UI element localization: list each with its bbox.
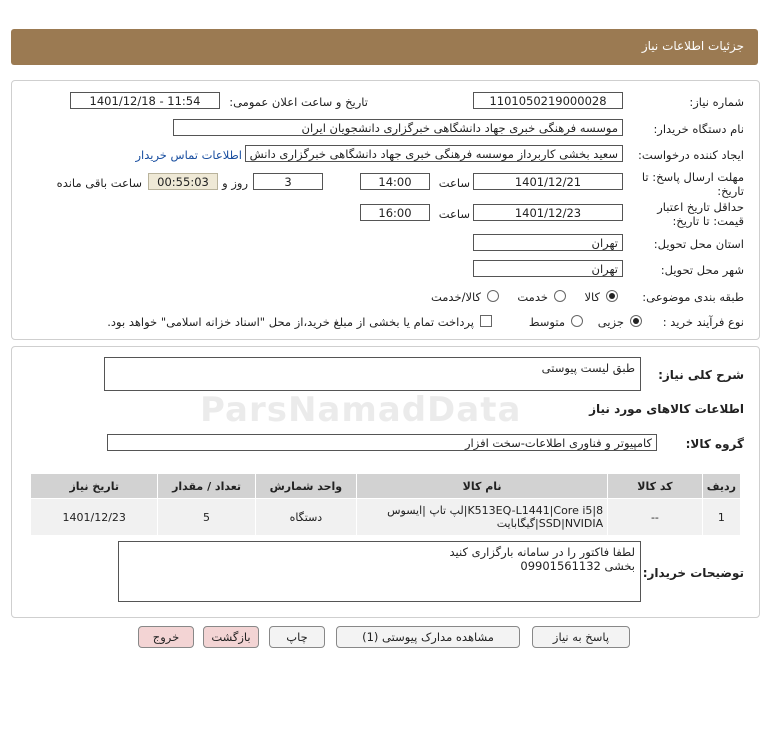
buyer-notes-field <box>118 541 641 602</box>
days-label: روز و <box>222 176 248 190</box>
col-goods-code: کد کالا <box>608 474 703 499</box>
col-unit: واحد شمارش <box>255 474 356 499</box>
category-goods-label: کالا <box>584 290 600 304</box>
page-title: جزئیات اطلاعات نیاز <box>641 39 744 53</box>
buyer-notes-line2: بخشی 09901561132 <box>520 559 635 573</box>
validity-time-field: 16:00 <box>360 204 430 221</box>
category-both-label: کالا/خدمت <box>430 290 481 304</box>
announce-field: 1401/12/18 - 11:54 <box>70 92 220 109</box>
deadline-time-field: 14:00 <box>360 173 430 190</box>
goods-group-field: کامپیوتر و فناوری اطلاعات-سخت افزار <box>107 434 657 451</box>
cell-unit: دستگاه <box>255 499 356 536</box>
city-label: شهر محل تحویل: <box>660 263 744 277</box>
remaining-time-field: 00:55:03 <box>148 173 218 190</box>
creator-field: سعید بخشی کاربرداز موسسه فرهنگی خبری جهاد دانشگاهی خبرگزاری دانش <box>245 145 623 162</box>
category-label: طبقه بندی موضوعی: <box>642 290 744 304</box>
process-medium-label: متوسط <box>528 315 565 329</box>
process-label: نوع فرآیند خرید : <box>662 315 744 329</box>
deadline-label-date: تاریخ: <box>717 184 744 198</box>
goods-group-label: گروه کالا: <box>685 437 744 451</box>
buyer-label: نام دستگاه خریدار: <box>653 122 744 136</box>
treasury-payment-checkbox[interactable] <box>480 315 492 327</box>
announce-label: تاریخ و ساعت اعلان عمومی: <box>229 95 368 109</box>
goods-name-line2: گیگابایت|SSD|NVIDIA <box>496 517 604 530</box>
province-field: تهران <box>473 234 623 251</box>
validity-date-field: 1401/12/23 <box>473 204 623 221</box>
deadline-time-label: ساعت <box>438 176 470 190</box>
category-service-radio[interactable] <box>554 290 566 302</box>
category-both-radio[interactable] <box>487 290 499 302</box>
col-goods-name: نام کالا <box>357 474 608 499</box>
print-button[interactable]: چاپ <box>269 626 325 648</box>
category-service-label: خدمت <box>517 290 548 304</box>
buyer-notes-label: توضیحات خریدار: <box>642 566 744 580</box>
exit-button[interactable]: خروج <box>138 626 194 648</box>
deadline-label: مهلت ارسال پاسخ: تا <box>641 170 744 184</box>
process-minor-label: جزیی <box>597 315 624 329</box>
days-field: 3 <box>253 173 323 190</box>
table-row[interactable] <box>31 499 741 536</box>
table-header-row <box>31 474 741 499</box>
cell-goods-name <box>357 499 608 536</box>
process-medium-radio[interactable] <box>571 315 583 327</box>
goods-name-line1: لپ تاپ |ایسوس|K513EQ-L1441|Core i5|8 <box>387 504 604 517</box>
items-table <box>30 473 741 536</box>
cell-row-number: 1 <box>702 499 740 536</box>
buyer-notes-line1: لطفا فاکتور را در سامانه بارگزاری کنید <box>449 545 635 559</box>
reply-button[interactable]: پاسخ به نیاز <box>532 626 630 648</box>
cell-quantity: 5 <box>158 499 255 536</box>
validity-label: حداقل تاریخ اعتبار <box>657 200 744 214</box>
buyer-field: موسسه فرهنگی خبری جهاد دانشگاهی خبرگزاری دانشجویان ایران <box>173 119 623 136</box>
creator-label: ایجاد کننده درخواست: <box>638 148 744 162</box>
treasury-payment-label: پرداخت تمام یا بخشی از مبلغ خرید،از محل "اسناد خزانه اسلامی" خواهد بود. <box>107 315 474 329</box>
summary-field: طبق لیست پیوستی <box>104 357 641 391</box>
title-bar <box>11 29 758 65</box>
watermark: ParsNamadData <box>200 390 522 430</box>
cell-need-date: 1401/12/23 <box>31 499 158 536</box>
goods-info-heading: اطلاعات کالاهای مورد نیاز <box>589 402 744 416</box>
validity-time-label: ساعت <box>438 207 470 221</box>
remaining-label: ساعت باقی مانده <box>56 176 142 190</box>
back-button[interactable]: بازگشت <box>203 626 259 648</box>
col-row: ردیف <box>702 474 740 499</box>
city-field: تهران <box>473 260 623 277</box>
buyer-contact-link[interactable]: اطلاعات تماس خریدار <box>135 148 242 162</box>
col-quantity: تعداد / مقدار <box>158 474 255 499</box>
deadline-date-field: 1401/12/21 <box>473 173 623 190</box>
category-goods-radio[interactable] <box>606 290 618 302</box>
province-label: استان محل تحویل: <box>653 237 744 251</box>
need-number-field: 1101050219000028 <box>473 92 623 109</box>
need-number-label: شماره نیاز: <box>689 95 744 109</box>
summary-label: شرح کلی نیاز: <box>658 368 744 382</box>
process-minor-radio[interactable] <box>630 315 642 327</box>
col-need-date: تاریخ نیاز <box>31 474 158 499</box>
cell-goods-code: -- <box>608 499 703 536</box>
view-attachments-button[interactable]: مشاهده مدارک پیوستی (1) <box>336 626 520 648</box>
validity-label-date: قیمت: تا تاریخ: <box>672 214 744 228</box>
